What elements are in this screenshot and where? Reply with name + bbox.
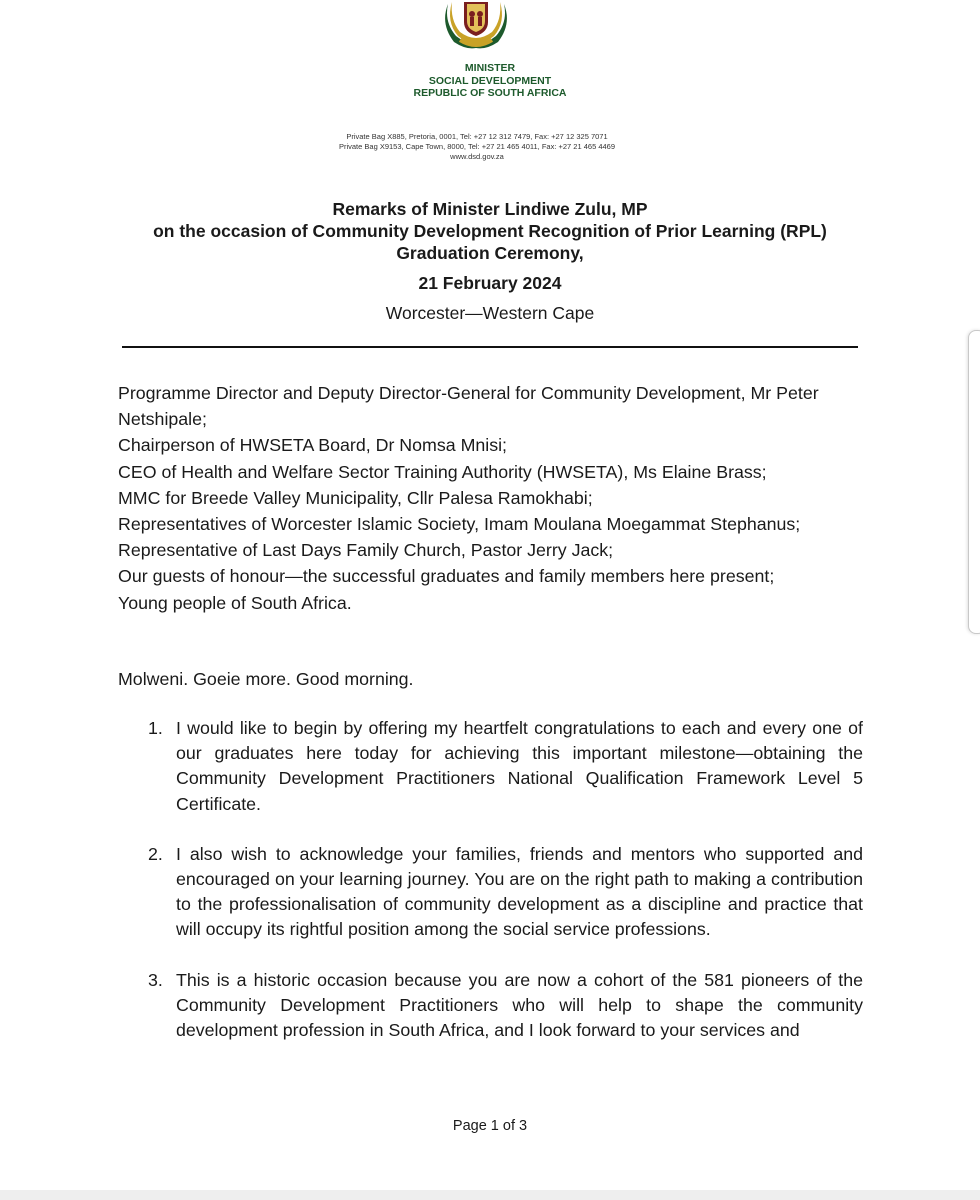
coat-of-arms-icon (434, 0, 518, 50)
website-line: www.dsd.gov.za (450, 152, 504, 161)
title-divider (122, 346, 858, 348)
address-line: Private Bag X9153, Cape Town, 8000, Tel: +27 21 465 4011, Fax: +27 21 465 4469 (338, 142, 616, 151)
salutation-line: Young people of South Africa. (118, 592, 352, 613)
list-item (118, 968, 863, 1044)
page-number: Page 1 of 3 (452, 1118, 528, 1134)
item-number: 3. (148, 969, 163, 990)
speech-title-block (60, 198, 920, 324)
salutation-line: Programme Director and Deputy Director-General for Community Development, Mr Peter Netshipale; (118, 383, 819, 430)
item-text: This is a historic occasion because you are now a cohort of the 581 pioneers of the Community Development Practitioners who will help to shape the community development profession in South Africa, and I look forward to your services and (176, 969, 863, 1041)
letterhead-address (250, 132, 704, 162)
salutation-line: CEO of Health and Welfare Sector Training Authority (HWSETA), Ms Elaine Brass; (118, 461, 767, 482)
salutation-line: Representatives of Worcester Islamic Society, Imam Moulana Moegammat Stephanus; (118, 514, 801, 535)
item-number: 2. (148, 843, 163, 864)
numbered-points (118, 716, 863, 1068)
office-line: REPUBLIC OF SOUTH AFRICA (413, 87, 567, 99)
scroll-handle[interactable] (968, 330, 980, 634)
list-item (118, 716, 863, 817)
office-line: MINISTER (464, 62, 516, 74)
office-heading (330, 62, 650, 100)
title-line: Remarks of Minister Lindiwe Zulu, MP (332, 199, 648, 219)
item-text: I also wish to acknowledge your families, friends and mentors who supported and encouraged on your learning journey. You are on the right path to making a contribution to the professionalisation of community development as a discipline and practice that will occupy its rightful position among the social service professions. (176, 843, 863, 940)
item-text: I would like to begin by offering my heartfelt congratulations to each and every one of our graduates here today for achieving this important milestone—obtaining the Community Development Practitioners National Qualification Framework Level 5 Certificate. (176, 718, 863, 814)
speech-date: 21 February 2024 (418, 273, 562, 293)
salutation-line: MMC for Breede Valley Municipality, Cllr Palesa Ramokhabi; (118, 487, 593, 508)
title-line: on the occasion of Community Development Recognition of Prior Learning (RPL) (153, 221, 827, 241)
list-item (118, 842, 863, 943)
salutation-line: Chairperson of HWSETA Board, Dr Nomsa Mnisi; (118, 435, 507, 456)
speech-location: Worcester—Western Cape (385, 303, 595, 323)
salutation-line: Representative of Last Days Family Church, Pastor Jerry Jack; (118, 540, 614, 561)
address-line: Private Bag X885, Pretoria, 0001, Tel: +27 12 312 7479, Fax: +27 12 325 7071 (346, 132, 608, 141)
greeting: Molweni. Goeie more. Good morning. (118, 669, 414, 689)
bottom-bar (0, 1190, 980, 1200)
item-number: 1. (148, 718, 163, 738)
office-line: SOCIAL DEVELOPMENT (428, 74, 552, 87)
salutation-list (118, 380, 863, 616)
salutation-line: Our guests of honour—the successful graduates and family members here present; (118, 566, 775, 587)
title-line: Graduation Ceremony, (396, 243, 584, 263)
